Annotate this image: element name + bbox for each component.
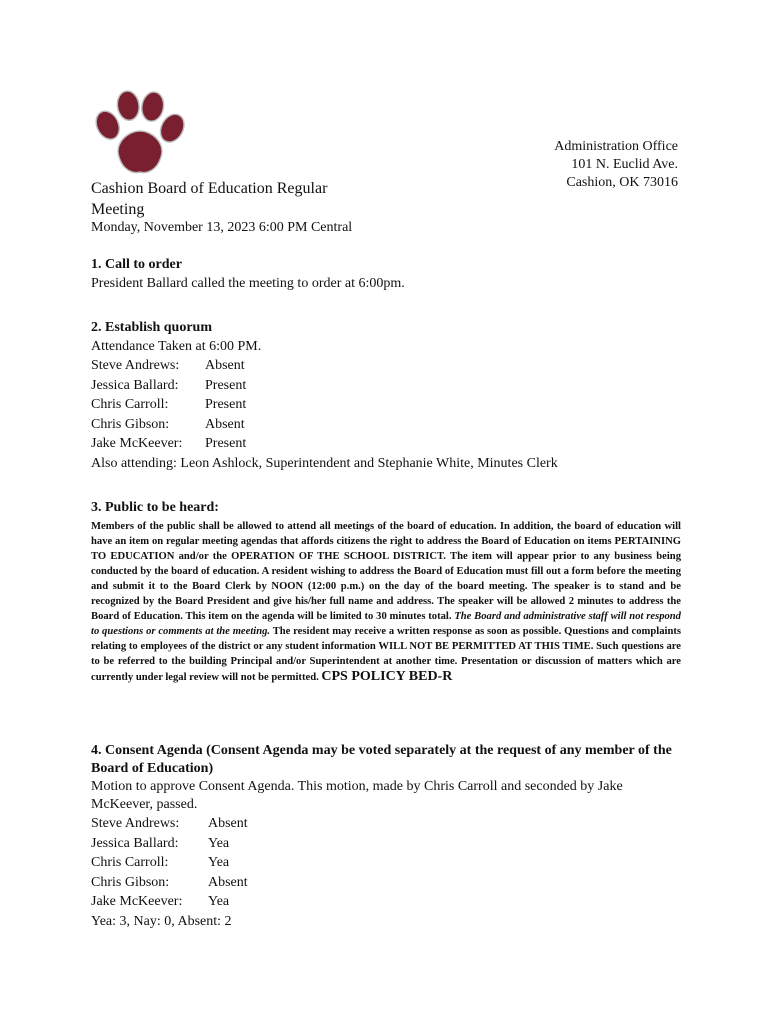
member-name: Jessica Ballard: <box>91 377 179 393</box>
member-vote: Yea <box>208 894 230 910</box>
motion-text: Motion to approve Consent Agenda. This motion, made by Chris Carroll and seconded by Jake McKeever, passed. <box>91 779 623 812</box>
policy-italic: The Board and administrative staff will not respond to questions or comments at the meeting. <box>91 611 681 637</box>
paw-print-icon <box>90 90 188 178</box>
section-text: President Ballard called the meeting to order at 6:00pm. <box>91 276 405 291</box>
section-heading: 2. Establish quorum <box>91 320 212 335</box>
section-public-to-be-heard <box>91 499 691 685</box>
attendance-row <box>91 376 691 396</box>
attendance-row <box>91 415 691 435</box>
policy-reference: CPS POLICY BED-R <box>321 669 453 684</box>
member-status: Absent <box>205 416 245 432</box>
section-heading: 3. Public to be heard: <box>91 500 219 515</box>
member-name: Steve Andrews: <box>91 816 180 831</box>
meeting-date: Monday, November 13, 2023 6:00 PM Central <box>91 220 353 235</box>
document-title: Cashion Board of Education Regular Meeting <box>91 180 328 218</box>
address-block <box>554 138 678 192</box>
member-name: Jake McKeever: <box>91 436 183 452</box>
section-heading: 4. Consent Agenda (Consent Agenda may be voted separately at the request of any member of the Board of Education) <box>91 743 672 776</box>
member-status: Absent <box>205 358 245 373</box>
section-heading: 1. Call to order <box>91 257 182 272</box>
member-name: Chris Carroll: <box>91 397 169 413</box>
vote-row <box>91 834 691 854</box>
member-vote: Yea <box>208 835 230 851</box>
vote-tally: Yea: 3, Nay: 0, Absent: 2 <box>91 913 232 929</box>
vote-row <box>91 853 691 873</box>
member-vote: Yea <box>208 855 230 871</box>
paw-shape <box>92 90 188 173</box>
member-name: Chris Gibson: <box>91 416 170 432</box>
section-text: Attendance Taken at 6:00 PM. <box>91 339 262 354</box>
address-line: 101 N. Euclid Ave. <box>571 157 678 172</box>
public-comment-policy <box>91 519 681 685</box>
vote-row <box>91 873 691 893</box>
section-call-to-order <box>91 256 691 293</box>
member-name: Jake McKeever: <box>91 894 183 910</box>
section-establish-quorum <box>91 319 691 473</box>
member-name: Steve Andrews: <box>91 358 180 373</box>
attendance-row <box>91 434 691 454</box>
address-line: Administration Office <box>554 139 678 154</box>
policy-text: Members of the public shall be allowed to attend all meetings of the board of education. In addition, the board of education will have an item on regular meeting agendas that affords citizens the right to address the Board of Education on items PERTAINING TO EDUCATION and/or the OPERATION OF THE SCHOOL DISTRICT. The item will appear prior to any business being conducted by the board of education. A resident wishing to address the Board of Education must fill out a form before the meeting and submit it to the Board Clerk by NOON (12:00 p.m.) on the day of the board meeting. The speaker is to stand and be recognized by the Board President and give his/her full name and address. The speaker will be allowed 2 minutes to address the Board of Education. This item on the agenda will be limited to 30 minutes total. <box>91 521 681 622</box>
member-name: Chris Carroll: <box>91 855 169 871</box>
member-status: Present <box>205 397 247 413</box>
policy-text: The resident may receive a written response as soon as possible. Questions and complaints relating to employees of the district or any student information WILL NOT BE PERMITTED AT THIS TIME. Such questions are to be referred to the building Principal and/or Superintendent at another time. Presentation or discussion of matters which are currently under legal review will not be permitted. <box>91 626 681 683</box>
member-name: Jessica Ballard: <box>91 835 179 851</box>
member-status: Present <box>205 436 247 452</box>
address-line: Cashion, OK 73016 <box>566 175 678 190</box>
section-consent-agenda <box>91 742 691 931</box>
vote-row <box>91 892 691 912</box>
member-name: Chris Gibson: <box>91 874 170 890</box>
also-attending: Also attending: Leon Ashlock, Superintendent and Stephanie White, Minutes Clerk <box>91 455 558 471</box>
attendance-row <box>91 395 691 415</box>
vote-row <box>91 814 691 834</box>
attendance-row <box>91 356 691 376</box>
member-vote: Absent <box>208 816 248 831</box>
member-vote: Absent <box>208 874 248 890</box>
member-status: Present <box>205 377 247 393</box>
